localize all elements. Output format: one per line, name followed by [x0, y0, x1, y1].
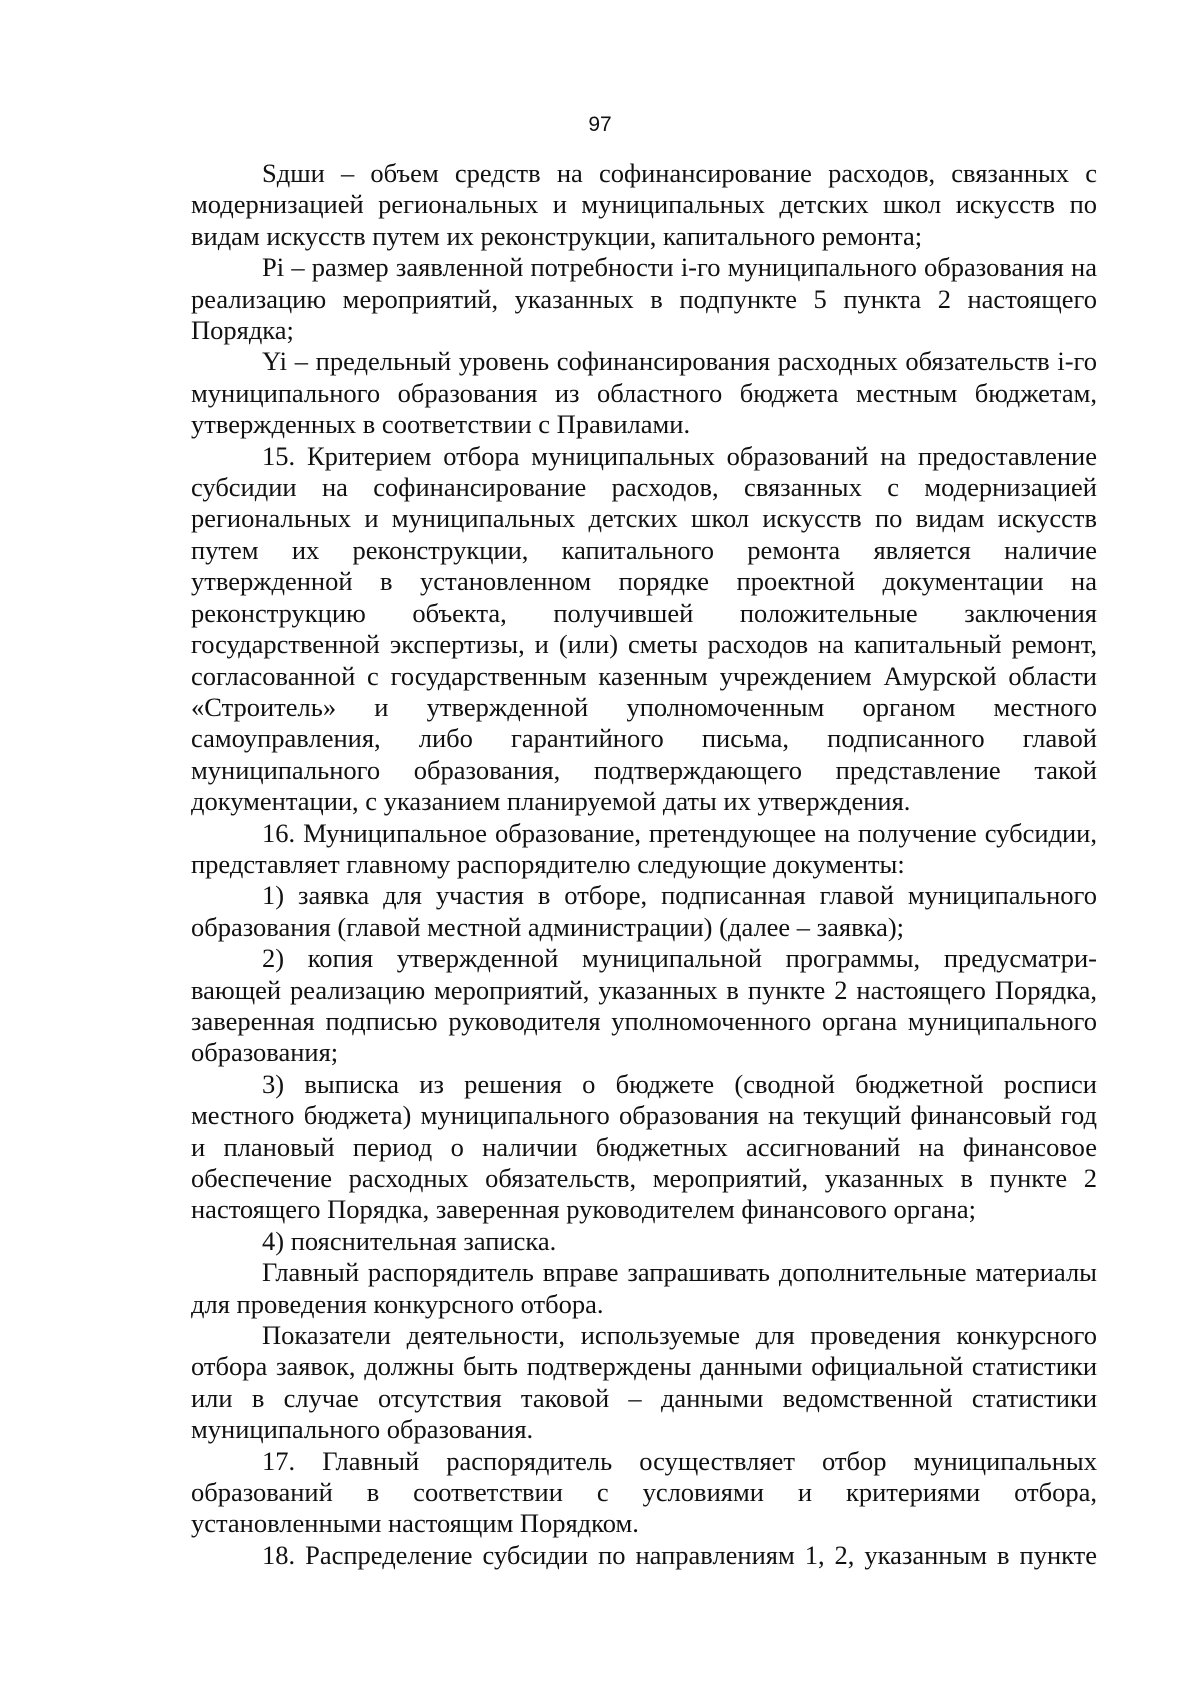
paragraph-section-17: 17. Главный распорядитель осуществляет отбор муниципальных образований в соответствии с условиями и критериями отбора, установленными настоящим Порядком. [191, 1445, 1097, 1539]
paragraph-section-18: 18. Распределение субсидии по направлениям 1, 2, указанным в пункте [262, 1539, 1097, 1570]
page-number: 97 [588, 113, 612, 136]
list-item-4: 4) пояснительная записка. [262, 1225, 557, 1256]
paragraph-performance-indicators: Показатели деятельности, используемые для проведения конкурсного отбора заявок, должны быть подтверждены данными официальной статистики или в случае отсутствия таковой – данными ведомственной статистики муниципального образования. [191, 1320, 1097, 1445]
paragraph-sdshi-definition: Sдши – объем средств на софинансирование расходов, связанных с модернизацией региональных и муниципальных детских школ искусств по видам искусств путем их реконструкции, капитального ремонта; [191, 158, 1097, 251]
document-body [191, 158, 1097, 1571]
list-item-1: 1) заявка для участия в отборе, подписанная главой муниципального образования (главой местной администрации) (далее – заявка); [191, 880, 1097, 942]
paragraph-section-16: 16. Муниципальное образование, претендующее на получение субсидии, представляет главному распорядителю следующие документы: [191, 817, 1097, 879]
list-item-2: 2) копия утвержденной муниципальной программы, предусматри-вающей реализацию мероприятий, указанных в пункте 2 настоящего Порядка, заверенная подписью руководителя уполномоченного органа муниципального образования; [191, 943, 1097, 1068]
paragraph-section-15: 15. Критерием отбора муниципальных образований на предоставление субсидии на софинансирование расходов, связанных с модернизацией региональных и муниципальных детских школ искусств по видам искусств путем их реконструкции, капитального ремонта является наличие утвержденной в установленном порядке проектной документации на реконструкцию объекта, получившей положительные заключения государственной экспертизы, и (или) сметы расходов на капитальный ремонт, согласованной с государственным казенным учреждением Амурской области «Строитель» и утвержденной уполномоченным органом местного самоуправления, либо гарантийного письма, подписанного главой муниципального образования, подтверждающего представление такой документации, с указанием планируемой даты их утверждения. [191, 440, 1097, 817]
paragraph-pi-definition: Pi – размер заявленной потребности i-го муниципального образования на реализацию мероприятий, указанных в подпункте 5 пункта 2 настоящего Порядка; [191, 252, 1097, 346]
list-item-3: 3) выписка из решения о бюджете (сводной бюджетной росписи местного бюджета) муниципального образования на текущий финансовый год и плановый период о наличии бюджетных ассигнований на финансовое обеспечение расходных обязательств, мероприятий, указанных в пункте 2 настоящего Порядка, заверенная руководителем финансового органа; [191, 1068, 1097, 1225]
paragraph-additional-materials: Главный распорядитель вправе запрашивать дополнительные материалы для проведения конкурсного отбора. [191, 1257, 1097, 1319]
paragraph-yi-definition: Yi – предельный уровень софинансирования расходных обязательств i-го муниципального образования из областного бюджета местным бюджетам, утвержденных в соответствии с Правилами. [191, 346, 1097, 440]
